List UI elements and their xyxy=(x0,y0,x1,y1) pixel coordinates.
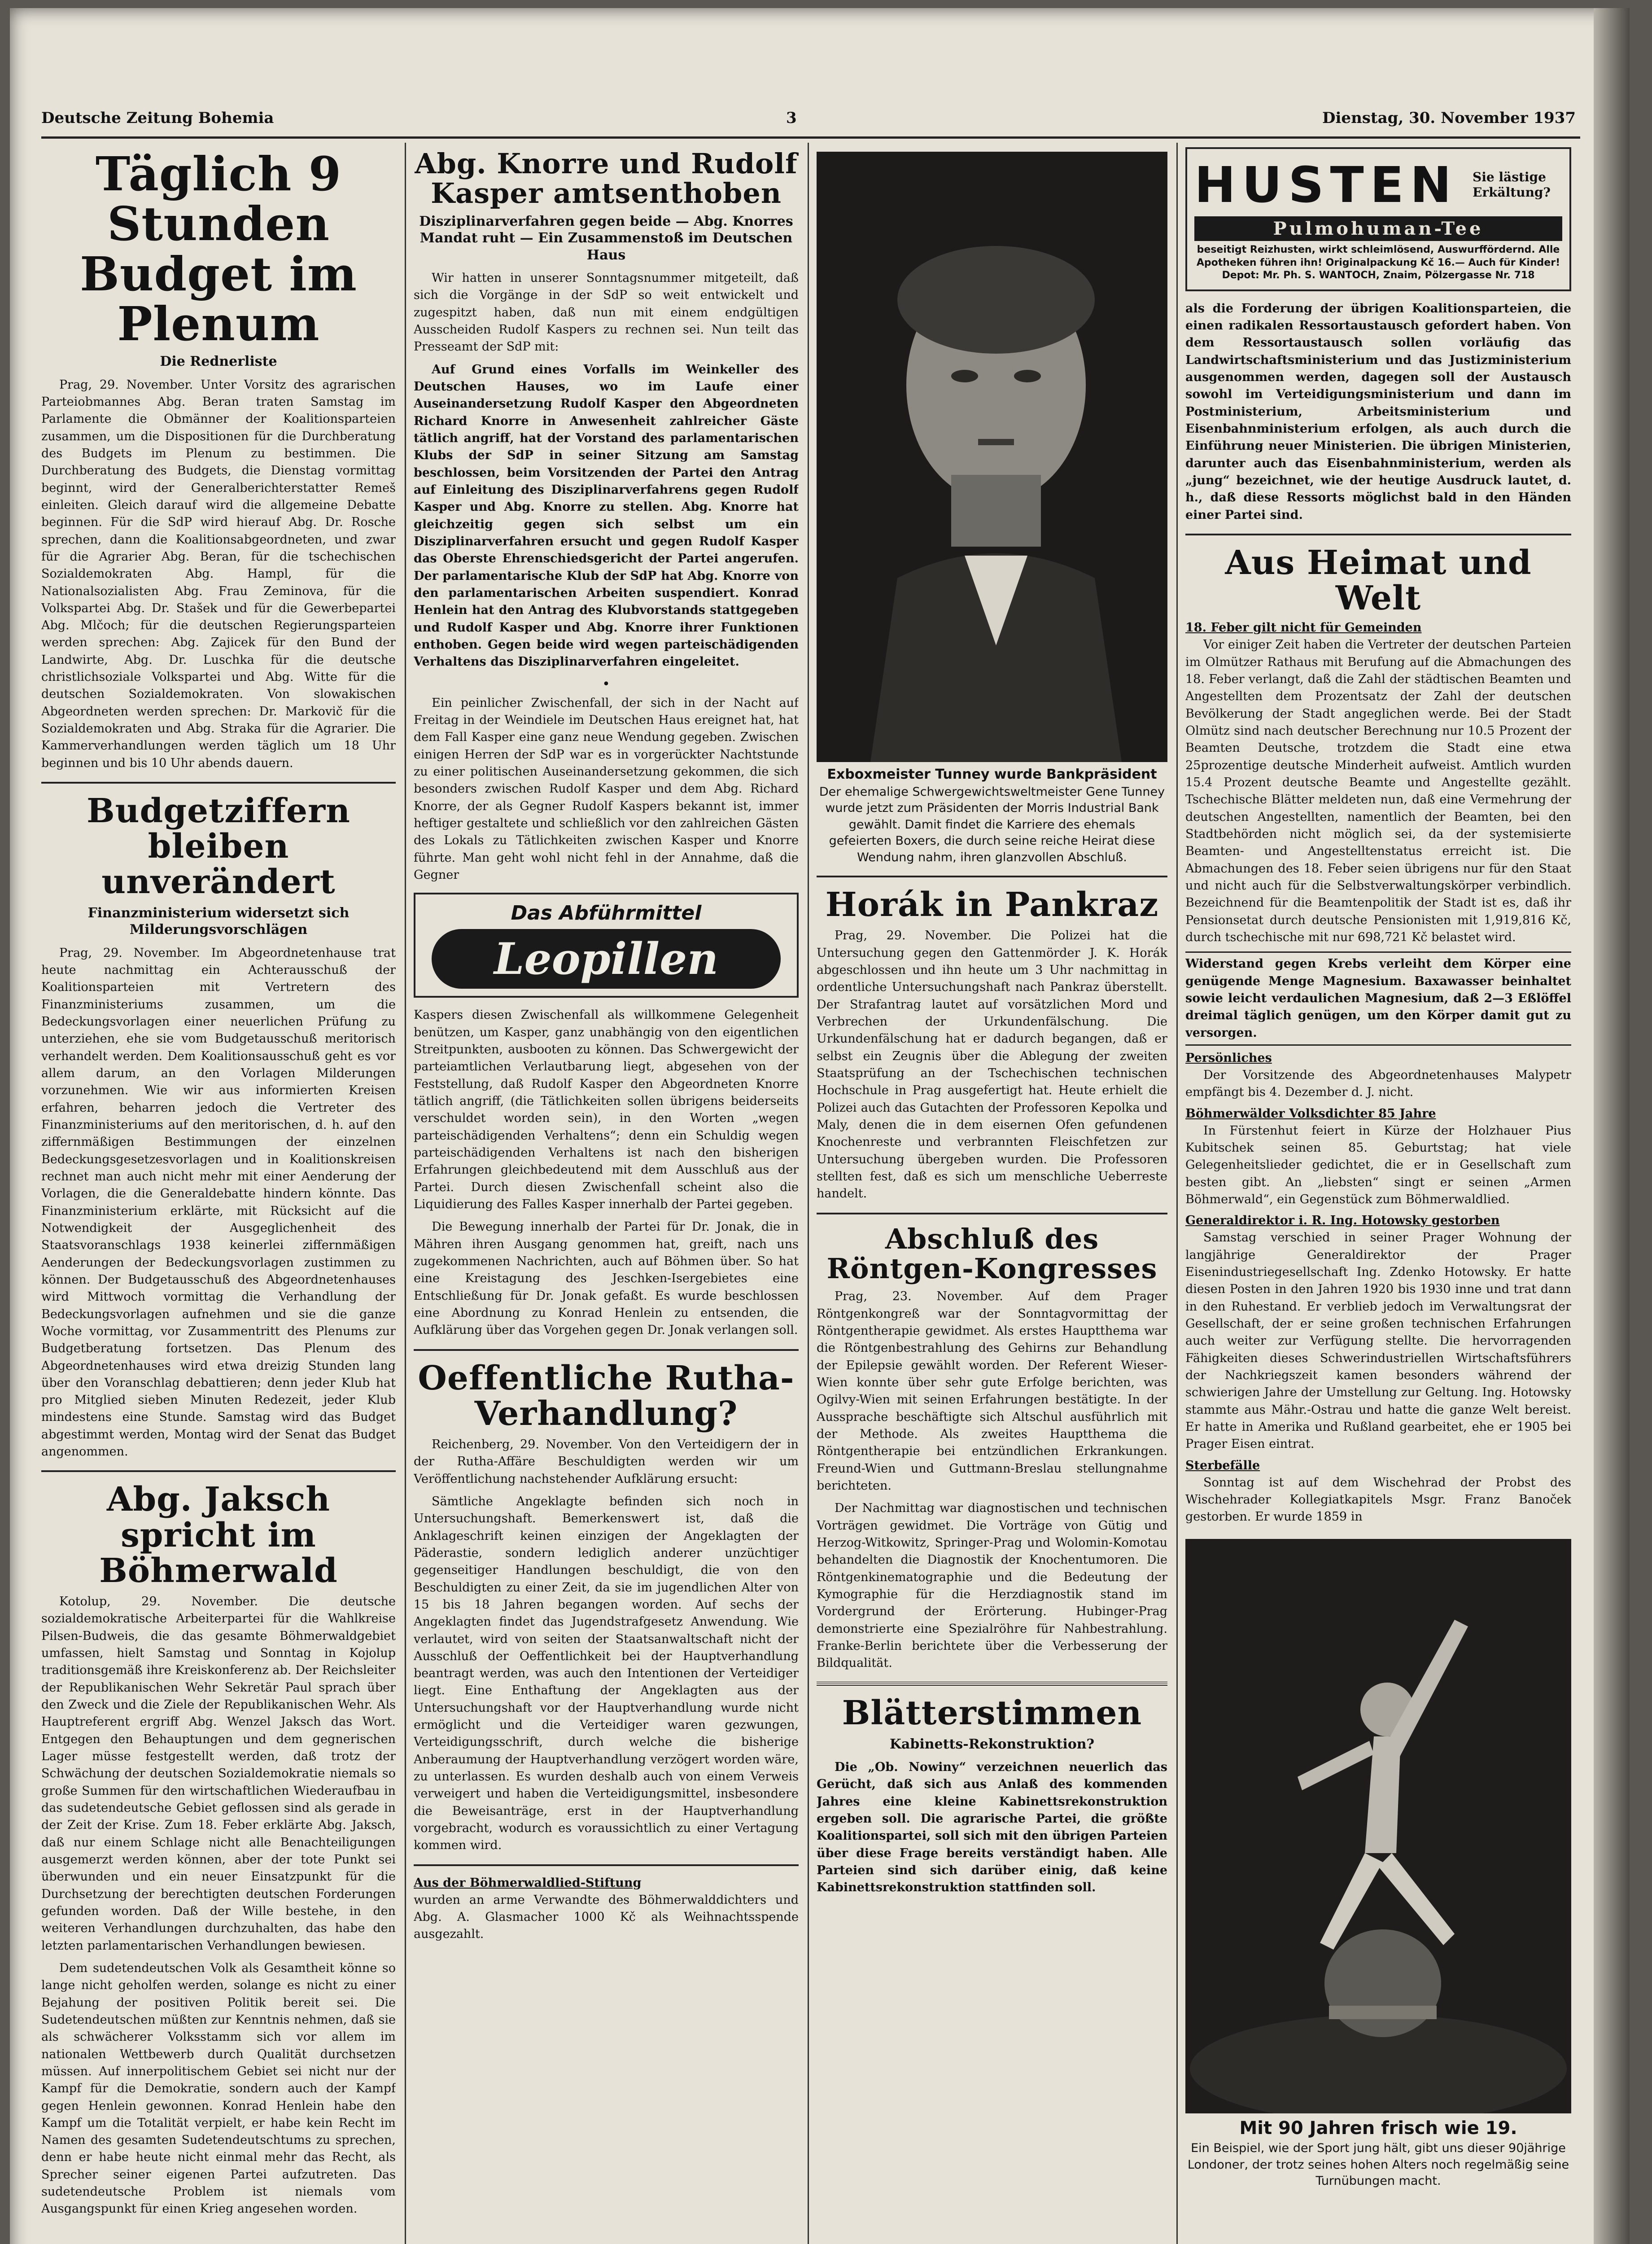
article-text: wurden an arme Verwandte des Böhmerwalddichters und Abg. A. Glasmacher 1000 Kč als Weihnachtsspende ausgezahlt. xyxy=(414,1893,799,1942)
notice-title: Persönliches xyxy=(1185,1051,1272,1065)
masthead-paper: Deutsche Zeitung Bohemia xyxy=(41,109,274,127)
notice-title: Sterbefälle xyxy=(1185,1458,1260,1473)
ornament: • xyxy=(602,676,610,692)
subhead: Finanzministerium widersetzt sich Milderungsvorschlägen xyxy=(87,905,350,938)
article-text: Auf Grund eines Vorfalls im Weinkeller des Deutschen Hauses, wo im Laufe einer Auseinandersetzung Rudolf Kasper den Abgeordneten Richard Knorre in Anwesenheit zahlreicher Gäste tätlich angriff, hat der Vorstand des parlamentarischen Klubs der SdP in seiner Sitzung am Samstag beschlossen, beim Vorsitzenden der Partei den Antrag auf Einleitung des Disziplinarverfahrens gegen Rudolf Kasper und Abg. Knorre zu stellen. Abg. Knorre hat gleichzeitig gegen sich selbst um ein Disziplinarverfahren ersucht und gegen Rudolf Kasper das Oberste Ehrenschiedsgericht der Partei angerufen. Der parlamentarische Klub der SdP hat Abg. Knorre von den parlamentarischen Arbeiten suspendiert. Konrad Henlein hat den Antrag des Klubvorstands stattgegeben und Rudolf Kasper und Abg. Knorre ihrer Funktionen enthoben. Gegen beide wird wegen parteischädigenden Verhaltens das Disziplinarverfahren eingeleitet. xyxy=(414,362,799,669)
photo-description: Der ehemalige Schwergewichtsweltmeister Gene Tunney wurde jetzt zum Präsidenten der Morris Industrial Bank gewählt. Damit findet die Karriere des ehemals gefeierten Boxers, die durch seine reiche Heirat diese Wendung nahm, ihren glanzvollen Abschluß. xyxy=(819,785,1165,864)
article-text: Der Nachmittag war diagnostischen und technischen Vorträgen gewidmet. Die Vorträge von Gütig und Herzog-Witkowitz, Springer-Prag und Wolomin-Komotau behandelten die Diagnostik der Knochentumoren. Die Röntgenkinematographie und die Bedeutung der Kymographie für die Herzdiagnostik stand im Vordergrund der Erörterung. Hubinger-Prag demonstrierte eine Spezialröhre für Nahbestrahlung. Franke-Berlin berichtete über die Verbesserung der Bildqualität. xyxy=(817,1501,1167,1670)
gymnast-illustration xyxy=(1185,1539,1571,2113)
article-text: Widerstand gegen Krebs verleiht dem Körper eine genügende Menge Magnesium. Baxawasser beinhaltet sowie leicht verdaulichen Magnesium, daß 2—3 Eßlöffel dreimal täglich genügen, um den Körper damit gut zu versorgen. xyxy=(1185,951,1571,1046)
advertisement-husten xyxy=(1185,147,1571,291)
article-text: Kaspers diesen Zwischenfall als willkommene Gelegenheit benützen, um Kasper, ganz unabhängig von den eigentlichen Streitpunkten, ausbooten zu können. Das Schwergewicht der parteiamtlichen Verlautbarung liegt, abgesehen von der Feststellung, daß Rudolf Kasper den Abgeordneten Knorre tätlich angriff, (die Tätlichkeiten sollen übrigens beiderseits verschuldet worden sein), in den Worten „wegen parteischädigenden Verhaltens“; denn ein Schuldig wegen parteischädigenden Verhaltens ist nach den bisherigen Erfahrungen gleichbedeutend mit dem Ausschluß aus der Partei. Durch diesen Zwischenfall scheint also die Liquidierung des Falles Kasper innerhalb der Partei gegeben. xyxy=(414,1008,799,1211)
column-rule xyxy=(405,143,406,2244)
notice-title: Aus der Böhmerwaldlied-Stiftung xyxy=(414,1876,642,1890)
divider xyxy=(817,876,1167,877)
divider xyxy=(41,782,396,784)
subhead: Die Rednerliste xyxy=(160,354,277,370)
article-text: Dem sudetendeutschen Volk als Gesamtheit könne so lange nicht geholfen werden, solange es nicht zu einer Bejahung der positiven Politik bereit sei. Die Sudetendeutschen müßten zur Kenntnis nehmen, daß sie als schwächerer Volksstamm sich vor allem im nationalen Wettbewerb durch Qualität durchsetzen müssen. Auf innerpolitischem Gebiet sei nicht nur der Kampf für die Demokratie, sondern auch der Kampf gegen Henlein gewonnen. Konrad Henlein habe den Kampf um die Totalität verpielt, er habe kein Recht im Namen des gesamten Sudetendeutschtums zu sprechen, denn er habe heute nicht einmal mehr das Recht, als Sprecher seiner eigenen Partei aufzutreten. Das sudetendeutsche Problem ist niemals vom Ausgangspunkt für einen Krieg angesehen worden. xyxy=(41,1961,396,2216)
article-text: Prag, 29. November. Die Polizei hat die Untersuchung gegen den Gattenmörder J. K. Horák abgeschlossen und ihn heute um 3 Uhr nachmittag in ordentliche Untersuchungshaft nach Pankraz überstellt. Der Strafantrag lautet auf vorsätzlichen Mord und Verbrechen der Urkundenfälschung. Die Urkundenfälschung hat er dadurch begangen, daß er selbst ein Zeugnis über die Ablegung der zweiten Staatsprüfung an der Tschechischen technischen Hochschule in Prag ausgefertigt hat. Heute erhielt die Polizei auch das Gutachten der Professoren Kepolka und Maly, denen die in dem eisernen Ofen gefundenen Knochenreste und verbrannten Fleischfetzen zur Untersuchung übergeben wurden. Die Professoren stellten fest, daß es sich um menschliche Ueberreste handelt. xyxy=(817,929,1167,1201)
article-text: Wir hatten in unserer Sonntagsnummer mitgeteilt, daß sich die Vorgänge in der SdP so weit entwickelt und zugespitzt haben, daß nun mit einem endgültigen Ausscheiden Rudolf Kaspers zu rechnen sei. Nun teilt das Presseamt der SdP mit: xyxy=(414,271,799,354)
ad-side-text: Sie lästige Erkältung? xyxy=(1473,170,1551,200)
article-text: Reichenberg, 29. November. Von den Verteidigern der in der Rutha-Affäre Beschuldigten werden wir um Veröffentlichung nachstehender Aufklärung ersucht: xyxy=(414,1437,799,1486)
divider xyxy=(1185,534,1571,535)
headline-budget: Täglich 9 Stunden Budget im Plenum xyxy=(80,146,357,351)
column-2 xyxy=(414,143,799,2244)
divider xyxy=(41,1470,396,1472)
headline-blaetterstimmen: Blätterstimmen xyxy=(842,1694,1142,1733)
article-text: als die Forderung der übrigen Koalitionsparteien, die einen radikalen Ressortaustausch gefordert haben. Von dem Ressortaustausch sollen vorläufig das Landwirtschaftsministerium und das Justizministerium ausgenommen werden, dagegen soll der Austausch sowohl im Verteidigungsministerium und dann im Postministerium, Arbeitsministerium und Eisenbahnministerium erfolgen, als auch durch die Einführung neuer Ministerien. Die übrigen Ministerien, darunter auch das Eisenbahnministerium, werden als „jung“ bezeichnet, wie der heutige Ausdruck lautet, d. h., daß diese Ressorts möglichst bald in den Händen einer Partei sind. xyxy=(1185,301,1571,522)
headline-rutha: Oeffentliche Rutha-Verhandlung? xyxy=(418,1359,795,1433)
article-text: In Fürstenhut feiert in Kürze der Holzhauer Pius Kubitschek seinen 85. Geburtstag; hat viele Gelegenheitslieder gedichtet, die er in Gesellschaft zum besten gibt. An „liebsten“ singt er seinen „Armen Böhmerwald“, ein Gegenstück zum Böhmerwaldlied. xyxy=(1185,1123,1571,1206)
issue-date: Dienstag, 30. November 1937 xyxy=(1322,109,1576,127)
article-text: Kotolup, 29. November. Die deutsche sozialdemokratische Arbeiterpartei für die Wahlkreise Pilsen-Budweis, die das gesamte Böhmerwaldgebiet umfassen, hielt Samstag und Sonntag in Kojolup traditionsgemäß ihre Kreiskonferenz ab. Der Reichsleiter der Republikanischen Wehr Sekretär Paul sprach über den Zweck und die Ziele der Republikanischen Wehr. Als Hauptreferent ergriff Abg. Wenzel Jaksch das Wort. Entgegen den Behauptungen und dem gegnerischen Lager müsse festgestellt werden, daß trotz der Schwächung der deutschen Sozialdemokratie niemals so große Summen für den wirtschaftlichen Wiederaufbau in das sudetendeutsche Gebiet geflossen sind als gerade in der Zeit der Krise. Zum 18. Feber erklärte Abg. Jaksch, daß nur einem Schlage nicht alle Benachteiligungen ausgemerzt werden können, aber der tote Punkt sei überwunden und ein neuer Einsatzpunkt für die Durchsetzung der berechtigten deutschen Forderungen gefunden worden. Daß der Wille bestehe, in den weiteren Verhandlungen durchzuhalten, das habe den letzten parlamentarischen Verhandlungen bewiesen. xyxy=(41,1594,396,1953)
header-rule xyxy=(41,136,1580,139)
ad-product: Pulmohuman-Tee xyxy=(1194,216,1562,241)
headline-heimat-welt: Aus Heimat und Welt xyxy=(1225,543,1532,618)
divider xyxy=(414,1349,799,1351)
article-text: Samstag verschied in seiner Prager Wohnung der langjährige Generaldirektor der Prager Eisenindustriegesellschaft Ing. Zdenko Hotowsky. Er hatte diesen Posten in den Jahren 1920 bis 1930 inne und trat dann in den Ruhestand. Er verblieb jedoch im Verwaltungsrat der Gesellschaft, der er seine großen technischen Erfahrungen auch weiter zur Verfügung stellte. Die hervorragenden Fähigkeiten dieses Schwerindustriellen Wirtschaftsführers der Nachkriegszeit kamen besonders während der schwierigen Jahre der Umstellung zur Geltung. Ing. Hotowsky stammte aus Mähr.-Ostrau und hatte die ganze Welt bereist. Er hatte in Amerika und Rußland gearbeitet, ehe er 1905 bei Prager Eisen eintrat. xyxy=(1185,1231,1571,1451)
column-3 xyxy=(817,143,1167,2244)
newspaper-page xyxy=(10,8,1630,2244)
ad-brand: Leopillen xyxy=(432,929,781,989)
photo-caption: Exboxmeister Tunney wurde Bankpräsident xyxy=(827,767,1157,782)
divider xyxy=(414,1864,799,1866)
article-text: Die „Ob. Nowiny“ verzeichnen neuerlich das Gerücht, daß sich aus Anlaß des kommenden Jahres eine kleine Kabinettsrekonstruktion ergeben soll. Die agrarische Partei, die größte Koalitionspartei, soll sich mit den übrigen Parteien über diese Frage bereits verständigt haben. Alle Parteien sind sich darüber einig, daß keine Kabinettsrekonstruktion stattfinden soll. xyxy=(817,1760,1167,1895)
headline-budgetziffern: Budgetziffern bleiben unverändert xyxy=(87,792,350,902)
photo-tunney xyxy=(817,152,1167,762)
ad-header xyxy=(1194,156,1562,214)
notice-title: Generaldirektor i. R. Ing. Hotowsky gestorben xyxy=(1185,1214,1500,1228)
notice-title: 18. Feber gilt nicht für Gemeinden xyxy=(1185,621,1422,635)
article-text: Sämtliche Angeklagte befinden sich noch in Untersuchungshaft. Bemerkenswert ist, daß die Anklageschrift keinen einzigen der Angeklagten der Päderastie, sondern lediglich anderer unzüchtiger gegenseitiger Handlungen beschuldigt, die von den Beschuldigten zu einer Zeit, da sie im jugendlichen Alter von 15 bis 18 Jahren begangen worden. Auf sechs der Angeklagten findet das Jugendstrafgesetz Anwendung. Wie verlautet, wird von seiten der Staatsanwaltschaft nicht der Ausschluß der Oeffentlichkeit bei der Hauptverhandlung beantragt werden, was auch den Intentionen der Verteidiger liegt. Eine Enthaftung der Angeklagten aus der Untersuchungshaft vor der Hauptverhandlung wurde nicht ermöglicht und die Verteidiger waren gezwungen, Verteidigungsschrift, durch welche die bisherige Anberaumung der Hauptverhandlung verzögert worden wäre, zu unterlassen. Es wurden deshalb auch von einem Verweis verweigert und haben die Verteidigungsmittel, insbesondere die Beweisanträge, erst in der Hauptverhandlung vorgebracht, wodurch es voraussichtlich zu einer Vertagung kommen wird. xyxy=(414,1494,799,1853)
article-text: Vor einiger Zeit haben die Vertreter der deutschen Parteien im Olmützer Rathaus mit Berufung auf die Abmachungen des 18. Feber verlangt, daß die Zahl der städtischen Beamten und Angestellten dem Prozentsatz der Zahl der deutschen Bevölkerung der Stadt angeglichen werde. Bei der Stadt Olmütz sind nach deutscher Berechnung nur 10.5 Prozent der Beamten Deutsche, trotzdem die Stadt eine etwa 25prozentige deutsche Minderheit aufweist. Amtlich wurden 15.4 Prozent deutsche Beamte und Angestellte gezählt. Tschechische Blätter meldeten nun, daß eine Vermehrung der deutschen Angestellten, namentlich der Beamten, bei den Stadtbehörden nicht möglich sei, da der systemisierte Beamten- und Angestelltenstatus erreicht ist. Die Abmachungen des 18. Feber seien übrigens nur für den Staat und nicht auch für die Selbstverwaltungskörper verbindlich. Bezeichnend für die Beamtenpolitik der Stadt ist es, daß ihr Pensionsetat durch deutsche Pensionisten mit 1,919,816 Kč, durch tschechische mit nur 698,721 Kč belastet wird. xyxy=(1185,638,1571,944)
notice-title: Böhmerwälder Volksdichter 85 Jahre xyxy=(1185,1106,1436,1121)
ad-title: HUSTEN xyxy=(1194,156,1458,214)
article-text: Prag, 23. November. Auf dem Prager Röntgenkongreß war der Sonntagvormittag der Röntgentherapie gewidmet. Als erstes Hauptthema war die Röntgenbestrahlung des Gehirns zur Behandlung der Epilepsie gewählt worden. Der Referent Wieser-Wien konnte über sehr gute Erfolge berichten, was Ogilvy-Wien mit seinen Erfahrungen bestätigte. In der Aussprache beschäftigte sich Altschul ausführlich mit der Methode. Als zweites Hauptthema die Röntgentherapie bei entzündlichen Erkrankungen. Freund-Wien und Guttmann-Breslau stellungnahme berichteten. xyxy=(817,1289,1167,1493)
portrait-illustration xyxy=(817,152,1167,762)
divider xyxy=(817,1682,1167,1686)
article-text: Die Bewegung innerhalb der Partei für Dr. Jonak, die in Mähren ihren Ausgang genommen hat, greift, nach uns zugekommenen Nachrichten, auch auf Böhmen über. So hat eine Kreistagung des Jeschken-Isergebietes eine Entschließung für Dr. Jonak gefaßt. Es wurde beschlossen eine Abordnung zu Konrad Henlein zu entsenden, die Aufklärung über das Vorgehen gegen Dr. Jonak verlangen soll. xyxy=(414,1220,799,1337)
page-edge-shadow xyxy=(1594,8,1630,2244)
article-text: Sonntag ist auf dem Wischehrad der Probst des Wischehrader Kollegiatkapitels Msgr. Franz Banoček gestorben. Er wurde 1859 in xyxy=(1185,1475,1571,1524)
photo-description: Ein Beispiel, wie der Sport jung hält, gibt uns dieser 90jährige Londoner, der trotz seines hohen Alters noch regelmäßig seine Turnübungen macht. xyxy=(1187,2141,1569,2188)
article-text: Der Vorsitzende des Abgeordnetenhauses Malypetr empfängt bis 4. Dezember d. J. nicht. xyxy=(1185,1068,1571,1100)
article-text: Ein peinlicher Zwischenfall, der sich in der Nacht auf Freitag in der Weindiele im Deutschen Haus ereignet hat, hat dem Fall Kasper eine ganz neue Wendung gegeben. Zwischen einigen Herren der SdP war es in vorgerückter Nachtstunde zu einer politischen Auseinandersetzung gekommen, die sich besonders zwischen Rudolf Kasper und dem Abg. Richard Knorre, der als Gegner Rudolf Kaspers bekannt ist, immer heftiger gestaltete und schließlich vor den zahlreichen Gästen des Lokals zu Tätlichkeiten zwischen Kasper und Knorre führte. Man geht wohl nicht fehl in der Annahme, daß die Gegner xyxy=(414,696,799,882)
headline-horak: Horák in Pankraz xyxy=(825,885,1159,925)
headline-roentgen: Abschluß des Röntgen-Kongresses xyxy=(826,1222,1158,1285)
divider xyxy=(817,1213,1167,1214)
subhead: Disziplinarverfahren gegen beide — Abg. Knorres Mandat ruht — Ein Zusammenstoß im Deutschen Haus xyxy=(419,213,793,263)
advertisement-leopillen xyxy=(414,893,799,998)
subhead: Kabinetts-Rekonstruktion? xyxy=(889,1736,1095,1752)
headline-jaksch: Abg. Jaksch spricht im Böhmerwald xyxy=(99,1480,338,1590)
article-text: Prag, 29. November. Im Abgeordnetenhause trat heute nachmittag ein Achterausschuß der Koalitionsparteien mit Vertretern des Finanzministeriums zusammen, um die Bedeckungsvorlagen einer neuerlichen Prüfung zu unterziehen, ehe sie vom Budgetausschuß meritorisch verhandelt werden. Dem Koalitionsausschuß geht es vor allem darum, an den Vorlagen Milderungen vorzunehmen. Wie wir aus informierten Kreisen erfahren, beharren jedoch die Vertreter des Finanzministeriums auf den meritorischen, d. h. auf den ziffernmäßigen Bestimmungen der einzelnen Bedeckungsgesetzesvorlagen und in Koalitionskreisen rechnet man auch nicht mehr mit einer Aenderung der Vorlagen, die die Generaldebatte hindern könnte. Das Finanzministerium erklärte, mit Rücksicht auf die Notwendigkeit der Ausgeglichenheit des Staatsvoranschlags 1938 keinerlei ziffernmäßigen Aenderungen der Bedeckungsvorlagen zustimmen zu können. Der Budgetausschuß des Abgeordnetenhauses wird Mittwoch vormittag die Verhandlung der Bedeckungsvorlagen aufnehmen und sie die ganze Woche vormittag, vor Zusammentritt des Plenums zur Budgetberatung fortsetzen. Das Plenum des Abgeordnetenhauses wird etwa dreizig Stunden lang über den Voranschlag debattieren; denn jeder Klub hat pro Mitglied sieben Minuten Redezeit, jeder Klub mindestens eine Stunde. Samstag wird das Budget abgestimmt werden, Montag wird der Senat das Budget angenommen. xyxy=(41,946,396,1459)
column-1 xyxy=(41,143,396,2244)
ad-text: beseitigt Reizhusten, wirkt schleimlösend, Auswurffördernd. Alle Apotheken führen ihn! Originalpackung Kč 16.— Auch für Kinder! Depot: Mr. Ph. S. WANTOCH, Znaim, Pölzergasse Nr. 718 xyxy=(1196,244,1560,281)
article-text: Prag, 29. November. Unter Vorsitz des agrarischen Parteiobmannes Abg. Beran traten Samstag im Parlamente die Obmänner der Koalitionsparteien zusammen, um die Dispositionen für die Durchberatung des Budgets im Plenum zu bestimmen. Die Durchberatung des Budgets, die Dienstag vormittag beginnt, wird der Generalberichterstatter Remeš einleiten. Gleich darauf wird die allgemeine Debatte beginnen. Für die SdP wird hierauf Abg. Dr. Rosche sprechen, dann die Koalitionsabgeordneten, und zwar für die Agrarier Abg. Beran, für die tschechischen Sozialdemokraten Abg. Hampl, für die Nationalsozialisten Abg. Frau Zeminova, für die Volkspartei Abg. Dr. Stašek und für die Gewerbepartei Abg. Mlčoch; für die deutschen Regierungsparteien werden sprechen: Abg. Zajicek für den Bund der Landwirte, Abg. Dr. Luschka für die deutsche christlichsoziale Volkspartei und Abg. Witte für die deutschen Sozialdemokraten. Von slowakischen Abgeordneten werden sprechen: Dr. Markovič für die Sozialdemokraten und Abg. Straka für die Agrarier. Die Kammerverhandlungen werden täglich um 18 Uhr beginnen und bis 10 Uhr abends dauern. xyxy=(41,377,396,770)
headline-knorre-kasper: Abg. Knorre und Rudolf Kasper amtsenthoben xyxy=(415,147,798,210)
photo-caption: Mit 90 Jahren frisch wie 19. xyxy=(1239,2118,1517,2139)
photo-90-year-old xyxy=(1185,1539,1571,2113)
column-rule xyxy=(1176,143,1178,2244)
ad-slogan: Das Abführmittel xyxy=(511,902,702,925)
page-number: 3 xyxy=(786,109,797,127)
column-4 xyxy=(1185,143,1571,2244)
column-rule xyxy=(808,143,809,2244)
